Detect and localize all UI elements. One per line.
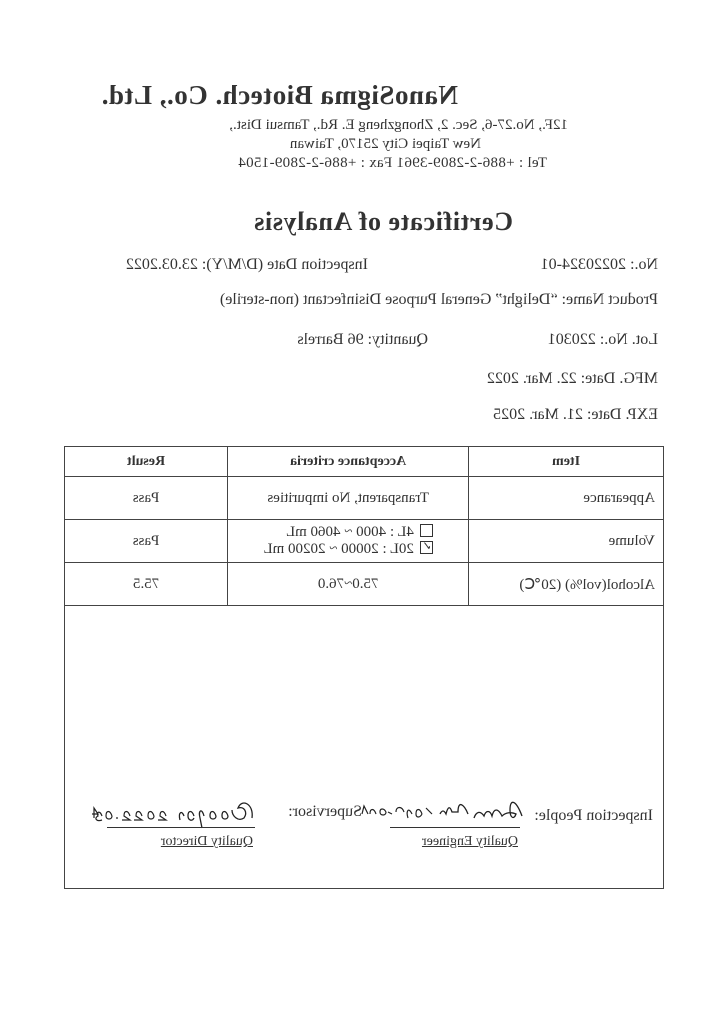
company-name: NanoSigma Biotech. Co., Ltd.: [101, 80, 458, 110]
row-item: Appearance: [469, 477, 663, 520]
header-item: Item: [469, 447, 663, 477]
quality-engineer-role: Quality Engineer: [421, 834, 518, 849]
mfg-date: MFG. Date: 22. Mar. 2022: [486, 370, 658, 387]
criteria-option-20l: [263, 541, 432, 558]
table-row: [65, 477, 663, 520]
row-criteria: [228, 520, 469, 563]
row-result: Pass: [65, 477, 228, 520]
certificate-number: No.: 20220324-01: [540, 256, 658, 273]
row-result: Pass: [65, 520, 228, 563]
address-line-2: New Taipei City 25170, Taiwan: [289, 136, 481, 152]
row-item: Alcohol(vol%) (20℃): [469, 563, 663, 606]
lot-number: Lot. No.: 220301: [547, 331, 658, 348]
inspection-people-label: Inspection People:: [534, 807, 653, 824]
checkbox-checked-icon: [420, 541, 433, 554]
row-criteria: Transparent, No impurities: [228, 477, 469, 520]
inspector-signature-line: [390, 827, 520, 828]
contact-line: Tel : +886-2-2809-3961 Fax : +886-2-2809-1504: [238, 155, 547, 171]
supervisor-signature-line: [107, 827, 255, 828]
row-criteria: 75.0~76.0: [228, 563, 469, 606]
quality-director-role: Quality Director: [160, 834, 253, 849]
table-row: [65, 563, 663, 606]
header-result: Result: [65, 447, 228, 477]
row-item: Volume: [469, 520, 663, 563]
checkbox-unchecked-icon: [420, 524, 433, 537]
document-title: Certificate of Analysis: [253, 207, 513, 236]
table-row: [65, 520, 663, 563]
product-name: Product Name: “Delight” General Purpose Disinfectant (non-sterile): [219, 291, 658, 308]
inspection-date: Inspection Date (D/M/Y): 23.03.2022: [125, 256, 368, 273]
address-line-1: 12F., No.27-6, Sec. 2, Zhongzheng E. Rd., Tamsui Dist.,: [229, 117, 568, 133]
inspector-signature: [358, 790, 528, 830]
table-header-row: [65, 447, 663, 477]
exp-date: EXP. Date: 21. Mar. 2025: [493, 406, 658, 423]
supervisor-label: Supervisor:: [288, 803, 362, 820]
criteria-option-4l-label: 4L : 4000 ~ 4060 mL: [285, 524, 414, 540]
row-result: 75.5: [65, 563, 228, 606]
quantity: Quantity: 96 Barrels: [297, 331, 428, 348]
analysis-table: [65, 447, 663, 606]
header-criteria: Acceptance criteria: [228, 447, 469, 477]
criteria-option-20l-label: 20L : 20000 ~ 20200 mL: [263, 541, 414, 557]
supervisor-signature: [88, 790, 258, 830]
criteria-option-4l: [263, 524, 432, 541]
